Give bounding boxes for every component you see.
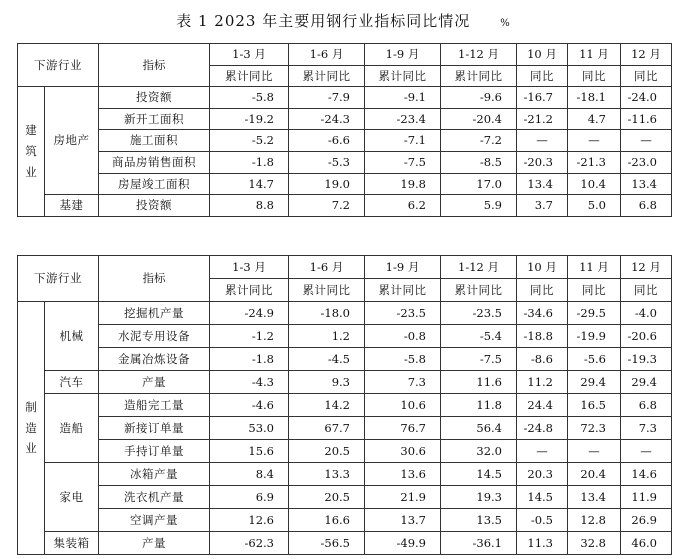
value-cell: -4.0	[621, 302, 672, 325]
value-cell: -20.6	[621, 325, 672, 348]
value-cell: 6.2	[365, 195, 441, 217]
value-cell: -29.5	[568, 302, 621, 325]
value-cell: 24.4	[517, 394, 568, 417]
value-cell: 10.6	[365, 394, 441, 417]
value-cell: 5.9	[441, 195, 517, 217]
value-cell: 11.3	[517, 532, 568, 555]
table-row	[18, 302, 672, 325]
value-cell: -23.5	[365, 302, 441, 325]
indicator-cell: 产量	[99, 371, 210, 394]
value-cell: -19.9	[568, 325, 621, 348]
value-cell: -8.5	[441, 151, 517, 173]
header-row	[18, 44, 672, 66]
value-cell: 6.8	[621, 195, 672, 217]
value-cell: 11.2	[517, 371, 568, 394]
value-cell: -4.6	[210, 394, 289, 417]
header-period: 1-3 月	[210, 44, 289, 66]
value-cell: -1.8	[210, 348, 289, 371]
value-cell: -24.3	[289, 108, 365, 130]
group-label: 集装箱	[45, 532, 99, 555]
value-cell: 5.0	[568, 195, 621, 217]
indicator-cell: 商品房销售面积	[99, 151, 210, 173]
value-cell: -4.3	[210, 371, 289, 394]
indicator-cell: 新接订单量	[99, 417, 210, 440]
value-cell: 19.3	[441, 486, 517, 509]
value-cell: 8.8	[210, 195, 289, 217]
value-cell: -24.8	[517, 417, 568, 440]
value-cell: -7.5	[441, 348, 517, 371]
value-cell: 30.6	[365, 440, 441, 463]
header-sub: 累计同比	[441, 279, 517, 302]
value-cell: -1.2	[210, 325, 289, 348]
table-row	[18, 348, 672, 371]
value-cell: 11.6	[441, 371, 517, 394]
value-cell: 53.0	[210, 417, 289, 440]
value-cell: -5.8	[210, 87, 289, 109]
value-cell: -7.2	[441, 130, 517, 152]
group-label: 汽车	[45, 371, 99, 394]
value-cell: -24.0	[621, 87, 672, 109]
value-cell: 9.3	[289, 371, 365, 394]
indicator-cell: 房屋竣工面积	[99, 173, 210, 195]
value-cell: 11.9	[621, 486, 672, 509]
value-cell: -21.3	[568, 151, 621, 173]
table-row	[18, 486, 672, 509]
value-cell: -6.6	[289, 130, 365, 152]
table-row	[18, 440, 672, 463]
value-cell: -0.5	[517, 509, 568, 532]
table2-body	[18, 256, 672, 555]
header-sub: 累计同比	[289, 279, 365, 302]
value-cell: 11.8	[441, 394, 517, 417]
value-cell: 19.0	[289, 173, 365, 195]
value-cell: 13.7	[365, 509, 441, 532]
indicator-cell: 新开工面积	[99, 108, 210, 130]
header-sub: 累计同比	[441, 65, 517, 87]
table-row	[18, 509, 672, 532]
table-row	[18, 394, 672, 417]
value-cell: -9.1	[365, 87, 441, 109]
table-row	[18, 195, 672, 217]
indicator-cell: 产量	[99, 532, 210, 555]
value-cell: —	[568, 440, 621, 463]
indicator-cell: 金属冶炼设备	[99, 348, 210, 371]
value-cell: 15.6	[210, 440, 289, 463]
header-sub: 累计同比	[365, 279, 441, 302]
value-cell: -18.8	[517, 325, 568, 348]
value-cell: 32.8	[568, 532, 621, 555]
group-label: 房地产	[45, 87, 99, 195]
table-row	[18, 173, 672, 195]
value-cell: 6.8	[621, 394, 672, 417]
value-cell: 20.3	[517, 463, 568, 486]
value-cell: 16.6	[289, 509, 365, 532]
header-period: 1-12 月	[441, 256, 517, 279]
value-cell: -34.6	[517, 302, 568, 325]
header-period: 11 月	[568, 256, 621, 279]
header-period: 1-12 月	[441, 44, 517, 66]
group-label: 造船	[45, 394, 99, 463]
value-cell: 13.6	[365, 463, 441, 486]
group-label: 家电	[45, 463, 99, 532]
value-cell: —	[568, 130, 621, 152]
header-sub: 累计同比	[210, 279, 289, 302]
value-cell: -11.6	[621, 108, 672, 130]
value-cell: -5.8	[365, 348, 441, 371]
value-cell: 26.9	[621, 509, 672, 532]
value-cell: 29.4	[568, 371, 621, 394]
value-cell: 13.4	[621, 173, 672, 195]
table-row	[18, 417, 672, 440]
value-cell: 10.4	[568, 173, 621, 195]
value-cell: 12.6	[210, 509, 289, 532]
table-title	[0, 10, 687, 31]
value-cell: 67.7	[289, 417, 365, 440]
indicator-cell: 手持订单量	[99, 440, 210, 463]
table-manufacturing	[17, 255, 672, 555]
value-cell: 7.2	[289, 195, 365, 217]
value-cell: -5.2	[210, 130, 289, 152]
header-industry: 下游行业	[18, 44, 99, 87]
value-cell: 72.3	[568, 417, 621, 440]
value-cell: -56.5	[289, 532, 365, 555]
value-cell: -7.5	[365, 151, 441, 173]
header-indicator: 指标	[99, 256, 210, 302]
table-row	[18, 130, 672, 152]
header-industry: 下游行业	[18, 256, 99, 302]
value-cell: 12.8	[568, 509, 621, 532]
value-cell: —	[621, 130, 672, 152]
value-cell: -0.8	[365, 325, 441, 348]
table-construction	[17, 43, 672, 217]
indicator-cell: 造船完工量	[99, 394, 210, 417]
header-period: 1-6 月	[289, 44, 365, 66]
header-sub: 同比	[517, 279, 568, 302]
value-cell: 7.3	[365, 371, 441, 394]
header-period: 1-9 月	[365, 44, 441, 66]
value-cell: 13.3	[289, 463, 365, 486]
header-row	[18, 256, 672, 279]
value-cell: -19.2	[210, 108, 289, 130]
value-cell: -9.6	[441, 87, 517, 109]
value-cell: -36.1	[441, 532, 517, 555]
value-cell: 56.4	[441, 417, 517, 440]
value-cell: 6.9	[210, 486, 289, 509]
value-cell: -16.7	[517, 87, 568, 109]
value-cell: 13.4	[517, 173, 568, 195]
value-cell: -8.6	[517, 348, 568, 371]
unit-label: %	[500, 18, 511, 29]
value-cell: 32.0	[441, 440, 517, 463]
indicator-cell: 挖掘机产量	[99, 302, 210, 325]
value-cell: -21.2	[517, 108, 568, 130]
table-row	[18, 151, 672, 173]
value-cell: 14.6	[621, 463, 672, 486]
header-period: 10 月	[517, 44, 568, 66]
value-cell: —	[517, 130, 568, 152]
table-row	[18, 371, 672, 394]
value-cell: -23.0	[621, 151, 672, 173]
value-cell: -62.3	[210, 532, 289, 555]
value-cell: 19.8	[365, 173, 441, 195]
value-cell: -5.4	[441, 325, 517, 348]
value-cell: 7.3	[621, 417, 672, 440]
indicator-cell: 洗衣机产量	[99, 486, 210, 509]
header-sub: 累计同比	[210, 65, 289, 87]
table-row	[18, 463, 672, 486]
indicator-cell: 空调产量	[99, 509, 210, 532]
value-cell: -7.1	[365, 130, 441, 152]
value-cell: 14.7	[210, 173, 289, 195]
group-label: 基建	[45, 195, 99, 217]
value-cell: -5.6	[568, 348, 621, 371]
header-sub: 同比	[568, 279, 621, 302]
value-cell: —	[517, 440, 568, 463]
value-cell: -23.5	[441, 302, 517, 325]
sector-label	[18, 302, 45, 555]
indicator-cell: 投资额	[99, 195, 210, 217]
value-cell: 14.2	[289, 394, 365, 417]
value-cell: 20.5	[289, 486, 365, 509]
value-cell: —	[621, 440, 672, 463]
header-sub: 同比	[568, 65, 621, 87]
header-period: 1-9 月	[365, 256, 441, 279]
header-sub: 同比	[517, 65, 568, 87]
indicator-cell: 冰箱产量	[99, 463, 210, 486]
header-indicator: 指标	[99, 44, 210, 87]
value-cell: 4.7	[568, 108, 621, 130]
value-cell: -49.9	[365, 532, 441, 555]
table1-body	[18, 44, 672, 217]
value-cell: 46.0	[621, 532, 672, 555]
value-cell: -4.5	[289, 348, 365, 371]
header-period: 12 月	[621, 44, 672, 66]
value-cell: 8.4	[210, 463, 289, 486]
header-sub: 同比	[621, 279, 672, 302]
header-sub: 累计同比	[365, 65, 441, 87]
group-label: 机械	[45, 302, 99, 371]
header-sub: 同比	[621, 65, 672, 87]
sector-label	[18, 87, 45, 217]
value-cell: 13.5	[441, 509, 517, 532]
indicator-cell: 施工面积	[99, 130, 210, 152]
value-cell: 20.5	[289, 440, 365, 463]
sector-text: 制造业	[25, 399, 37, 456]
value-cell: -1.8	[210, 151, 289, 173]
value-cell: -23.4	[365, 108, 441, 130]
header-period: 1-3 月	[210, 256, 289, 279]
value-cell: -7.9	[289, 87, 365, 109]
value-cell: 3.7	[517, 195, 568, 217]
value-cell: 13.4	[568, 486, 621, 509]
header-period: 12 月	[621, 256, 672, 279]
value-cell: 29.4	[621, 371, 672, 394]
title-text: 表 1 2023 年主要用钢行业指标同比情况	[176, 12, 471, 30]
table-row	[18, 108, 672, 130]
header-sub: 累计同比	[289, 65, 365, 87]
value-cell: 16.5	[568, 394, 621, 417]
value-cell: -18.1	[568, 87, 621, 109]
value-cell: -5.3	[289, 151, 365, 173]
indicator-cell: 水泥专用设备	[99, 325, 210, 348]
value-cell: 21.9	[365, 486, 441, 509]
sector-text: 建筑业	[25, 123, 37, 179]
table-row	[18, 87, 672, 109]
value-cell: -24.9	[210, 302, 289, 325]
header-period: 1-6 月	[289, 256, 365, 279]
value-cell: -19.3	[621, 348, 672, 371]
indicator-cell: 投资额	[99, 87, 210, 109]
value-cell: 76.7	[365, 417, 441, 440]
value-cell: 20.4	[568, 463, 621, 486]
value-cell: -20.4	[441, 108, 517, 130]
value-cell: 1.2	[289, 325, 365, 348]
value-cell: 14.5	[441, 463, 517, 486]
header-period: 11 月	[568, 44, 621, 66]
value-cell: 14.5	[517, 486, 568, 509]
value-cell: 17.0	[441, 173, 517, 195]
value-cell: -18.0	[289, 302, 365, 325]
header-period: 10 月	[517, 256, 568, 279]
table-row	[18, 325, 672, 348]
value-cell: -20.3	[517, 151, 568, 173]
table-row	[18, 532, 672, 555]
